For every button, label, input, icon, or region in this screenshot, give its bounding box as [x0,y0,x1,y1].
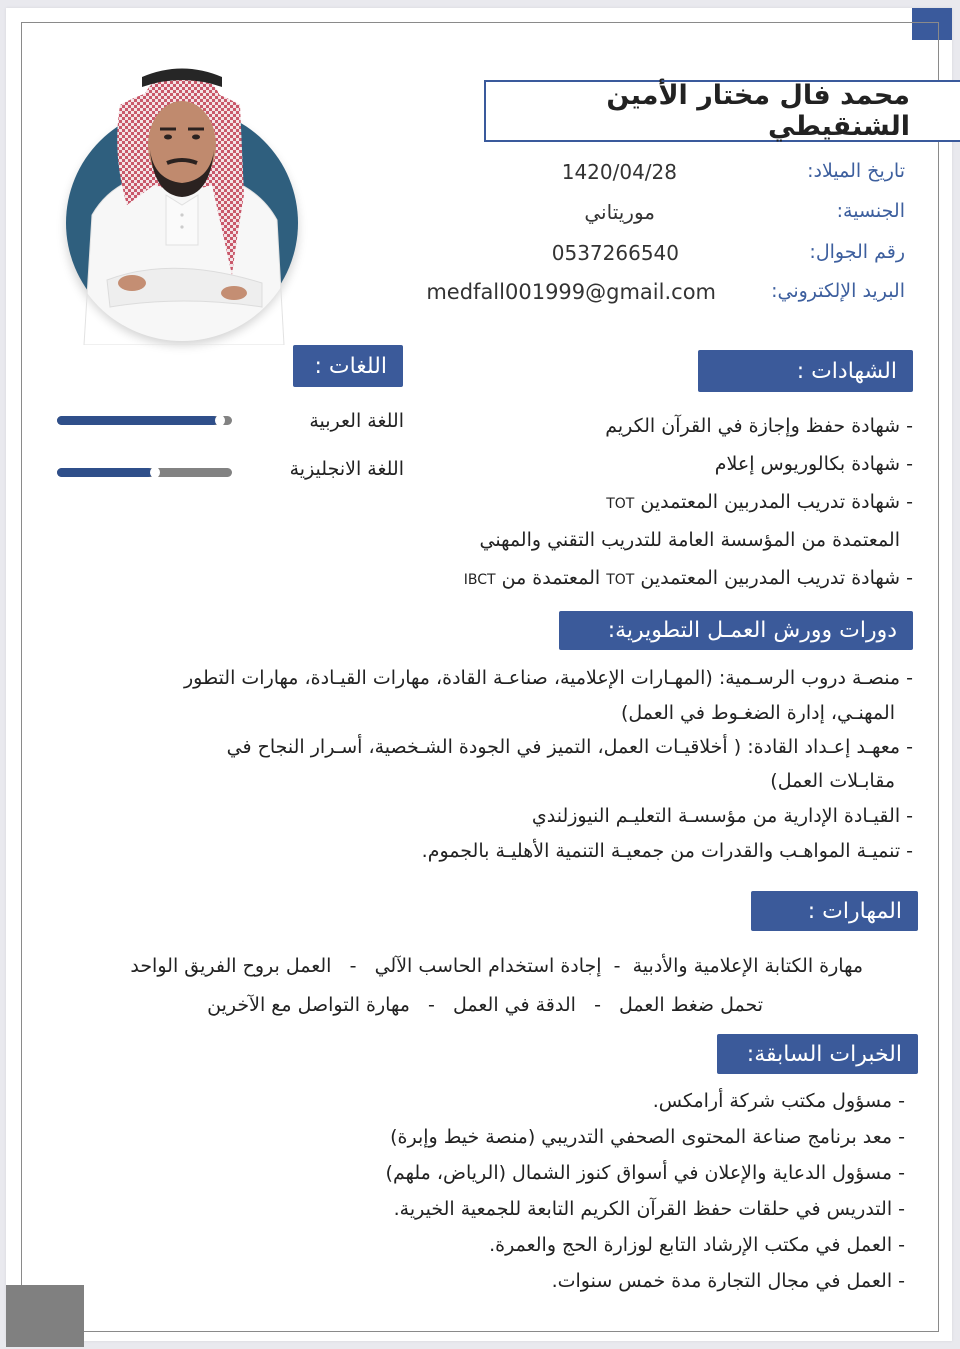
decorative-corner-gray [6,1285,84,1347]
certificate-item [715,453,913,475]
course-line: مقابـلات العمل) [770,770,895,792]
profile-photo [62,45,302,345]
course-line: - تنميـة المواهـب والقدرات من جمعيـة التنمية الأهليـة بالجموم. [421,840,913,862]
certificate-text: المعتمدة من [501,567,601,589]
bar-knob [215,415,225,426]
info-row-email [425,280,905,310]
skill-separator: - [428,994,435,1016]
certificate-text: - شهادة حفظ وإجازة في القرآن الكريم [605,415,913,437]
bar-knob [150,467,160,478]
birthdate-value: 1420/04/28 [561,160,677,184]
course-line: - معهـد إعـداد القادة: ( أخلاقيـات العمل، التميز في الجودة الشـخصية، أسـرار النجاح في [226,736,913,758]
certificate-tag: TOT [606,496,635,512]
email-value[interactable]: medfall001999@gmail.com [426,280,716,304]
certificates-header [698,350,913,392]
course-line: - منصـة دروب الرسـمية: (المهـارات الإعلامية، صناعـة القادة، مهارات القيـادة، مهارات التطور [184,667,913,689]
course-line: - القيـادة الإدارية من مؤسسـة التعليـم النيوزلندي [531,805,913,827]
certificate-tag: TOT [606,572,635,588]
experience-item: - التدريس في حلقات حفظ القرآن الكريم التابعة للجمعية الخيرية. [393,1198,905,1220]
certificate-text: - شهادة تدريب المدربين المعتمدين [640,567,913,589]
skills-row-2 [207,994,763,1016]
languages-header [293,345,403,387]
experience-item: - العمل في مكتب الإرشاد التابع لوزارة الحج والعمرة. [489,1234,905,1256]
experience-item: - مسؤول الدعاية والإعلان في أسواق كنوز الشمال (الرياض، ملهم) [385,1162,905,1184]
experience-title: الخبرات السابقة: [746,1041,902,1067]
language-label-arabic: اللغة العربية [309,410,404,432]
certificate-item [606,491,913,513]
certificate-tag: IBCT [463,572,496,588]
bar-fill [57,416,218,425]
certificate-text: المعتمدة من المؤسسة العامة للتدريب التقني والمهني [479,529,900,551]
experience-item: - معد برنامج صناعة المحتوى الصحفي التدريبي (منصة خيط وإبرة) [390,1126,905,1148]
certificate-item [605,415,913,437]
courses-header [559,611,913,650]
skill-item: تحمل ضغط العمل [619,994,763,1016]
skill-item: العمل بروح الفريق الواحد [130,955,332,977]
languages-title: اللغات : [314,353,387,379]
skills-title: المهارات : [807,898,902,924]
language-bar-arabic [57,416,232,425]
experience-item: - العمل في مجال التجارة مدة خمس سنوات. [551,1270,905,1292]
skill-item: إجادة استخدام الحاسب الآلي [374,955,602,977]
experience-header [717,1034,918,1074]
skill-item: مهارة التواصل مع الآخرين [207,994,410,1016]
person-illustration [62,45,302,345]
nationality-value: موريتاني [584,200,655,224]
bar-fill [57,468,153,477]
courses-title: دورات وورش العمـل التطويرية: [607,618,897,643]
info-row-mobile [425,241,905,271]
info-row-nationality [425,200,905,230]
skill-separator: - [613,955,621,977]
mobile-label: رقم الجوال: [809,241,905,263]
skills-row-1 [130,955,863,977]
certificate-item [480,529,901,551]
skills-header [751,891,918,931]
skill-separator: - [594,994,601,1016]
nationality-label: الجنسية: [836,200,905,222]
experience-item: - مسؤول مكتب شركة أرامكس. [652,1090,905,1112]
certificate-text: - شهادة تدريب المدربين المعتمدين [640,491,913,513]
language-label-english: اللغة الانجليزية [289,458,404,480]
language-bar-english [57,468,232,477]
skill-item: الدقة في العمل [453,994,576,1016]
info-row-birthdate [425,160,905,190]
name-box [484,80,960,142]
email-label: البريد الإلكتروني: [771,280,905,302]
certificates-title: الشهادات : [796,358,897,384]
mobile-value: 0537266540 [551,241,679,265]
course-line: المهنـي، إدارة الضغـوط في العمل) [621,702,895,724]
certificate-text: - شهادة بكالوريوس إعلام [714,453,913,475]
birthdate-label: تاريخ الميلاد: [807,160,905,182]
skill-item: مهارة الكتابة الإعلامية والأدبية [632,955,863,977]
skill-separator: - [349,955,357,977]
full-name: محمد فال مختار الأمين الشنقيطي [606,80,910,142]
certificate-item [464,567,913,589]
